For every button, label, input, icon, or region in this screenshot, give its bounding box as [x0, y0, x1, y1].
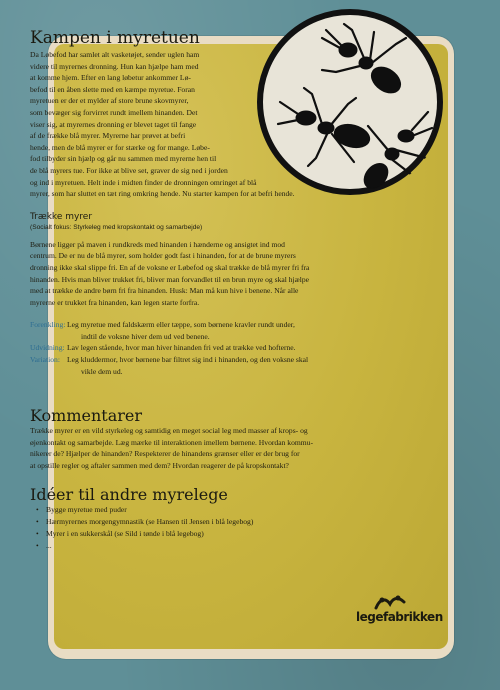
- comments-line: øjenkontakt og samarbejde. Læg mærke til interaktionen imellem børnene. Hvordan kommu-: [30, 437, 314, 447]
- variant-forenkling: [30, 319, 410, 342]
- variants-list: [30, 319, 410, 377]
- intro-line: hende, men de blå myrer er for stærke og for mange. Løbe-: [30, 142, 210, 152]
- story-content: [30, 29, 410, 552]
- game-line: centrum. De er nu de blå myrer, som holder godt fast i hinanden, for at de brune myrers: [30, 251, 296, 261]
- variant-line: Leg kluddermor, hvor børnene bar filtret sig ind i hinanden, og den voksne skal: [67, 355, 309, 365]
- intro-line: myrer, som har sluttet en tæt ring omkring hende. Nu starter kampen for at befri hende.: [30, 189, 295, 199]
- intro-line: at komme hjem. Efter en lang løbetur ankommer Lø-: [30, 73, 191, 83]
- ideas-section: [30, 486, 410, 552]
- game-line: dronning ikke skal slippe fri. En af de voksne er Løbefod og skal trække de blå myrer fri fra: [30, 262, 310, 272]
- list-item: • Hærmyrernes morgengymnastik (se Hansen til Jensen i blå legebog): [36, 516, 410, 528]
- legefabrikken-logo: [356, 594, 443, 628]
- intro-line: viser sig, at myrernes dronning er blevet taget til fange: [30, 119, 197, 129]
- game-section: [30, 212, 410, 378]
- intro-line: Da Løbefod har samlet alt vasketøjet, sender uglen ham: [30, 50, 200, 59]
- variant-label: Variation:: [30, 355, 60, 365]
- comments-heading: Kommentarer: [30, 406, 143, 426]
- ideas-heading: Idéer til andre myrelege: [30, 484, 228, 504]
- list-item: • ...: [36, 540, 410, 552]
- variant-label: Udvidning:: [30, 343, 65, 353]
- intro-line: videre til myrernes dronning. Hun kan hjælpe ham med: [30, 61, 199, 71]
- variant-udvidning: [30, 342, 410, 354]
- game-line: med at trække de andre børn fri fra hinanden. Husk: Man må kun hive i benene. Når alle: [30, 286, 299, 296]
- comments-line: Trække myrer er en vild styrkeleg og samtidig en meget social leg med masser af krops- og: [30, 426, 308, 436]
- intro-line: af de frække blå myrer. Myrerne har prøvet at befri: [30, 131, 186, 141]
- intro-line: fod tilbyder sin hjælp og går nu sammen med myrerne hen til: [30, 154, 217, 164]
- game-line: hinanden. Hvis man bliver trukket fri, bliver man forvandlet til en brun myre og skal hjælpe: [30, 274, 310, 284]
- variant-label: Forenkling:: [30, 320, 66, 330]
- comments-line: nikerer de? Hjælper de hinanden? Respekterer de hinandens grænser eller er der brug for: [30, 449, 300, 459]
- variant-line: vikle dem ud.: [81, 366, 123, 376]
- variant-line: Leg myretue med faldskærm eller tæppe, som børnene kravler rundt under,: [67, 320, 295, 330]
- story-title: Kampen i myretuen: [30, 28, 200, 48]
- variant-line: indtil de voksne hiver dem ud ved benene.: [81, 331, 210, 341]
- comments-line: at opstille regler og aftaler sammen med dem? Hvordan reagerer de på kropskontakt?: [30, 461, 289, 471]
- game-line: Børnene ligger på maven i rundkreds med hinanden i hænderne og ansigtet ind mod: [30, 239, 285, 249]
- intro-line: myretuen er der et mylder af store brune skovmyrer,: [30, 96, 189, 106]
- variant-variation: [30, 354, 410, 377]
- list-item: • Myrer i en sukkerskål (se Sild i tønde i blå legebog): [36, 528, 410, 540]
- logo-text: legefabrikken: [356, 610, 443, 624]
- variant-line: Lav legen stående, hvor man hiver hinanden fri ved at trække ved hofterne.: [67, 343, 296, 353]
- intro-line: som bevæger sig forvirret rundt imellem hinanden. Det: [30, 107, 198, 117]
- intro-line: og ind i myretuen. Helt inde i midten finder de dronningen omringet af blå: [30, 177, 257, 187]
- list-item: • Bygge myretue med puder: [36, 504, 410, 516]
- game-line: myrerne er trukket fra hinanden, kan legen starte forfra.: [30, 297, 200, 307]
- ideas-list: [30, 504, 410, 552]
- intro-line: de blå myrers tue. For ikke at blive set, graver de sig ned i jorden: [30, 165, 228, 175]
- game-focus: (Socialt fokus: Styrkeleg med kropskontakt og samarbejde): [30, 223, 203, 231]
- intro-text: [30, 49, 410, 200]
- game-heading: Trække myrer: [30, 211, 93, 222]
- intro-line: befod til en åben slette med en kæmpe myretue. Foran: [30, 84, 195, 94]
- comments-section: [30, 407, 410, 471]
